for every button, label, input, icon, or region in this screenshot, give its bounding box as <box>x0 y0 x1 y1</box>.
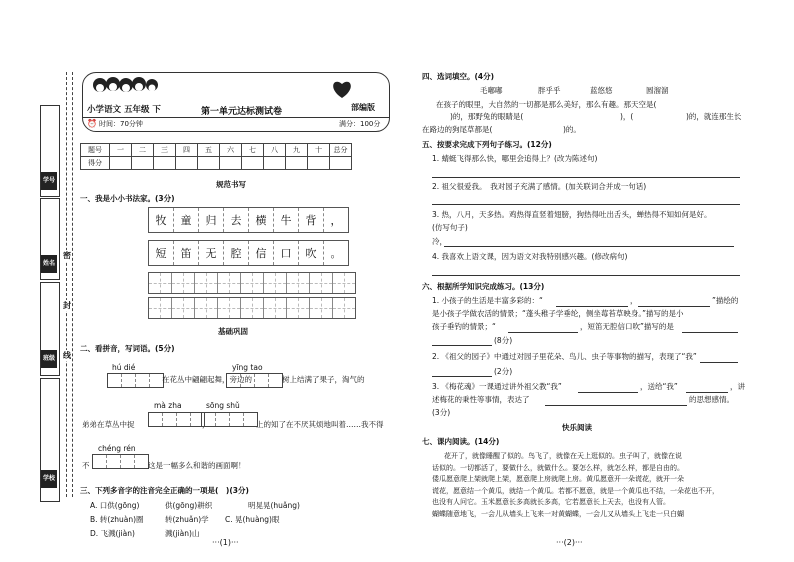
score-header-cell: 二 <box>132 144 154 157</box>
calligraphy-char: 短 <box>149 241 174 265</box>
score-header-cell: 三 <box>154 144 176 157</box>
q4-title: 四、选词填空。(4分) <box>422 72 495 81</box>
reading-passage <box>432 451 742 520</box>
q5-sentence-3c: 冷， <box>432 237 447 246</box>
q6-p3f: (3分) <box>432 408 451 417</box>
score-header-cell: 总分 <box>330 144 352 157</box>
q3-option-a1[interactable]: A. 口供(gōng) <box>90 501 140 510</box>
q6-blank-8[interactable] <box>578 392 638 393</box>
q6-blank-2[interactable] <box>638 306 710 307</box>
q2-line3b: 这是一幅多么和谐的画面啊！ <box>148 461 246 470</box>
score-header-cell: 六 <box>220 144 242 157</box>
calligraphy-char: 无 <box>199 241 224 265</box>
q5-sentence-3a: 3. 热，八月，天多热。鸡热得直竖着翅膀，狗热得吐出舌头，蝉热得不知如何是好。 <box>432 210 712 219</box>
answer-box-mazha[interactable] <box>148 412 205 427</box>
q2-line1b: 树上结满了果子，淘气的 <box>282 375 365 384</box>
score-cell[interactable] <box>154 157 176 170</box>
answer-box-songshu[interactable] <box>201 412 258 427</box>
score-cell[interactable] <box>220 157 242 170</box>
q3-option-b1[interactable]: B. 转(zhuàn)圈 <box>90 515 144 524</box>
q6-blank-3[interactable] <box>508 332 578 333</box>
calligraphy-row-2 <box>148 240 349 266</box>
calligraphy-char: 牛 <box>274 208 299 232</box>
score-cell[interactable] <box>286 157 308 170</box>
q5-answer-line-2[interactable] <box>432 204 740 205</box>
q4-word-1: 毛嘟嘟 <box>480 86 503 95</box>
section-kuaile: 快乐阅读 <box>562 423 592 432</box>
q6-p1d: 是小孩子学做农活的情景；“蓬头稚子学垂纶，侧坐莓苔草映身。”描写的是小 <box>432 309 684 318</box>
q6-title: 六、根据所学知识完成练习。(13分) <box>422 282 545 291</box>
q6-blank-10[interactable] <box>545 405 687 406</box>
score-table <box>80 143 352 170</box>
practice-grid-1[interactable] <box>148 272 356 294</box>
binding-line <box>66 72 67 497</box>
subject-label: 小学语文 五年级 下 <box>87 105 161 115</box>
score-cell[interactable] <box>176 157 198 170</box>
passage-line: 倭瓜愿意爬上架就爬上架，愿意爬上房就爬上房。黄瓜愿意开一朵谎花，就开一朵 <box>432 475 684 483</box>
score-header-cell: 八 <box>264 144 286 157</box>
pinyin-chengren: chéng rén <box>98 444 136 453</box>
answer-box-yingtao[interactable] <box>226 373 283 388</box>
q5-sentence-2: 2. 祖父很爱我。 我对园子充满了感情。(加关联词合并成一句话) <box>432 182 647 191</box>
header-divider <box>83 117 389 118</box>
q6-blank-4[interactable] <box>682 332 738 333</box>
score-header-cell: 一 <box>110 144 132 157</box>
calligraphy-char: 背 <box>299 208 324 232</box>
time-label: 时间：70分钟 <box>99 120 143 128</box>
title-header <box>82 72 390 132</box>
answer-box-hudie[interactable] <box>107 373 164 388</box>
student-id-label: 学号 <box>41 172 57 190</box>
score-cell[interactable] <box>132 157 154 170</box>
q4-line6: )的。 <box>563 125 581 134</box>
q5-sentence-4: 4. 我喜欢上语文课，因为语文对我特别感兴趣。(修改病句) <box>432 252 628 261</box>
class-label: 班级 <box>41 350 57 368</box>
passage-line: 也没有人问它。玉米愿意长多高就长多高，它若愿意长上天去，也没有人管。 <box>432 498 670 506</box>
calligraphy-char: 牧 <box>149 208 174 232</box>
q4-line2: )的，那野兔的眼睛是( <box>450 112 524 121</box>
clock-icon: ⏰ <box>87 119 97 128</box>
q4-line3: )，( <box>620 112 634 121</box>
pinyin-yingtao: yīng tao <box>232 363 263 372</box>
exam-title: 第一单元达标测试卷 <box>201 107 283 117</box>
q5-sentence-3b: (仿写句子) <box>432 223 468 232</box>
passage-line: 蝴蝶随意地飞，一会儿从墙头上飞来一对黄蝴蝶，一会儿又从墙头上飞走一只白蝴 <box>432 509 684 518</box>
q5-sentence-1: 1. 蜻蜓飞得那么快，哪里会追得上？(改为陈述句) <box>432 154 598 163</box>
calligraphy-char: 去 <box>224 208 249 232</box>
q6-blank-1[interactable] <box>556 306 628 307</box>
q4-word-4: 圆溜溜 <box>646 86 669 95</box>
q6-p3a: 3. 《梅花魂》一课通过讲外祖父教“我” <box>432 382 562 391</box>
q4-line4: )的，就连那生长 <box>686 112 742 121</box>
calligraphy-char: ， <box>330 214 342 227</box>
passage-line: 谎花，愿意结一个黄瓜，就结一个黄瓜。若都不愿意，就是一个黄瓜也不结，一朵花也不开， <box>432 486 719 495</box>
score-cell[interactable] <box>308 157 330 170</box>
answer-box-chengren[interactable] <box>92 454 149 469</box>
score-header-cell: 七 <box>242 144 264 157</box>
q6-blank-6[interactable] <box>700 362 738 363</box>
binding-line-2 <box>72 72 73 497</box>
q6-blank-5[interactable] <box>432 345 492 346</box>
passage-line: 话似的。一切都活了，要做什么，就做什么。要怎么样，就怎么样，都是自由的。 <box>432 463 684 472</box>
q6-p2a: 2. 《祖父的园子》中通过对园子里花朵、鸟儿、虫子等事物的描写，表现了“我” <box>432 352 697 361</box>
page-number-right-value: 2 <box>566 538 572 547</box>
q3-option-b2: 转(zhuǎn)学 <box>165 515 209 524</box>
score-header-cell: 九 <box>286 144 308 157</box>
q5-answer-line-3[interactable] <box>444 246 734 247</box>
section-jichu: 基础巩固 <box>218 327 248 336</box>
score-cell[interactable] <box>110 157 132 170</box>
calligraphy-char: 口 <box>274 241 299 265</box>
full-score-label: 满分：100分 <box>339 120 381 128</box>
q6-p3c: ，讲 <box>730 382 745 391</box>
q6-p3b: ，送给“我” <box>640 382 678 391</box>
seal-char-mi: 密 <box>63 251 71 260</box>
q4-line1: 在孩子的眼里，大自然的一切都是那么美好，那么有趣。那天空是( <box>436 100 657 109</box>
score-header-cell: 四 <box>176 144 198 157</box>
q5-title: 五、按要求完成下列句子练习。(12分) <box>422 140 552 149</box>
q6-p1a: 1. 小孩子的生活是丰富多彩的：“ <box>432 296 543 305</box>
calligraphy-char: 吹 <box>299 241 324 265</box>
q6-p1e: 孩子垂钓的情景；“ <box>432 322 496 331</box>
q3-title: 三、下列多音字的注音完全正确的一项是( )(3分) <box>80 486 249 495</box>
practice-grid-2[interactable] <box>148 297 356 319</box>
q4-line5: 在路边的狗尾草都是( <box>422 125 493 134</box>
seal-char-xian: 线 <box>63 351 71 360</box>
q2-line3a: 不 <box>82 461 90 470</box>
q6-p2b: (2分) <box>494 367 513 376</box>
page-number-left-value: 1 <box>222 538 228 547</box>
q4-word-2: 胖乎乎 <box>538 86 561 95</box>
q2-line2c: 上的知了在不厌其烦地叫着……我不得 <box>256 420 384 429</box>
calligraphy-char: 归 <box>199 208 224 232</box>
q6-p1b: ， <box>630 296 638 305</box>
calligraphy-char: 腔 <box>224 241 249 265</box>
calligraphy-char: 横 <box>249 208 274 232</box>
score-cell[interactable] <box>264 157 286 170</box>
q6-p1f: ，短笛无腔信口吹”描写的是 <box>580 322 674 331</box>
score-row-label: 得分 <box>81 157 110 170</box>
q6-p3e: 的思想感情。 <box>689 395 734 404</box>
calligraphy-char: 童 <box>174 208 199 232</box>
q2-line2a: 弟弟在草丛中捉 <box>82 420 135 429</box>
score-cell[interactable] <box>242 157 264 170</box>
pinyin-songshu: sōng shǔ <box>206 401 240 410</box>
page-number-left: ···(1)··· <box>212 538 239 547</box>
q3-option-a2: 供(gōng)耕织 <box>165 501 213 510</box>
calligraphy-char: 。 <box>330 247 342 260</box>
q6-blank-9[interactable] <box>686 392 728 393</box>
page-number-right: ···(2)··· <box>556 538 583 547</box>
q6-p1c: ”描绘的 <box>712 296 739 305</box>
q4-word-3: 蓝悠悠 <box>590 86 613 95</box>
q5-answer-line-1[interactable] <box>432 177 740 178</box>
edition-label: 部编版 <box>351 103 375 112</box>
score-header-cell: 五 <box>198 144 220 157</box>
pinyin-hudie: hú dié <box>112 363 136 372</box>
calligraphy-row-1 <box>148 207 349 233</box>
heart-icon <box>331 79 353 99</box>
q6-blank-7[interactable] <box>432 376 492 377</box>
seal-char-feng: 封 <box>63 301 71 310</box>
name-label: 姓名 <box>41 255 57 273</box>
score-cell[interactable] <box>330 157 352 170</box>
score-header-cell: 十 <box>308 144 330 157</box>
q2-line2b: ， <box>202 420 210 429</box>
q1-title: 一、我是小小书法家。(3分) <box>80 194 175 203</box>
q6-p1g: (8分) <box>494 336 513 345</box>
score-header-cell: 题号 <box>81 144 110 157</box>
q3-option-b3[interactable]: C. 晃(huàng)眼 <box>225 515 280 524</box>
q5-answer-line-4[interactable] <box>432 275 740 276</box>
q6-p3d: 述梅花的秉性等事情，表达了 <box>432 395 530 404</box>
pinyin-mazha: mà zha <box>154 401 182 410</box>
section-guifan: 规范书写 <box>216 180 246 189</box>
children-illustration <box>91 75 159 101</box>
q7-title: 七、课内阅读。(14分) <box>422 437 500 446</box>
score-cell[interactable] <box>198 157 220 170</box>
passage-line: 花开了，就像睡醒了似的。鸟飞了，就像在天上逛似的。虫子叫了，就像在说 <box>444 452 682 460</box>
q3-option-a3: 明晃晃(huǎng) <box>248 501 300 510</box>
calligraphy-char: 信 <box>249 241 274 265</box>
q3-option-c1[interactable]: D. 飞溅(jiàn) <box>90 529 135 538</box>
calligraphy-char: 笛 <box>174 241 199 265</box>
q2-line1a: 在花丛中翩翩起舞，旁边的 <box>162 375 252 384</box>
school-label: 学校 <box>41 470 57 488</box>
q2-title: 二、看拼音，写词语。(5分) <box>80 344 175 353</box>
q3-option-c2: 溅(jiàn)山 <box>165 529 200 538</box>
